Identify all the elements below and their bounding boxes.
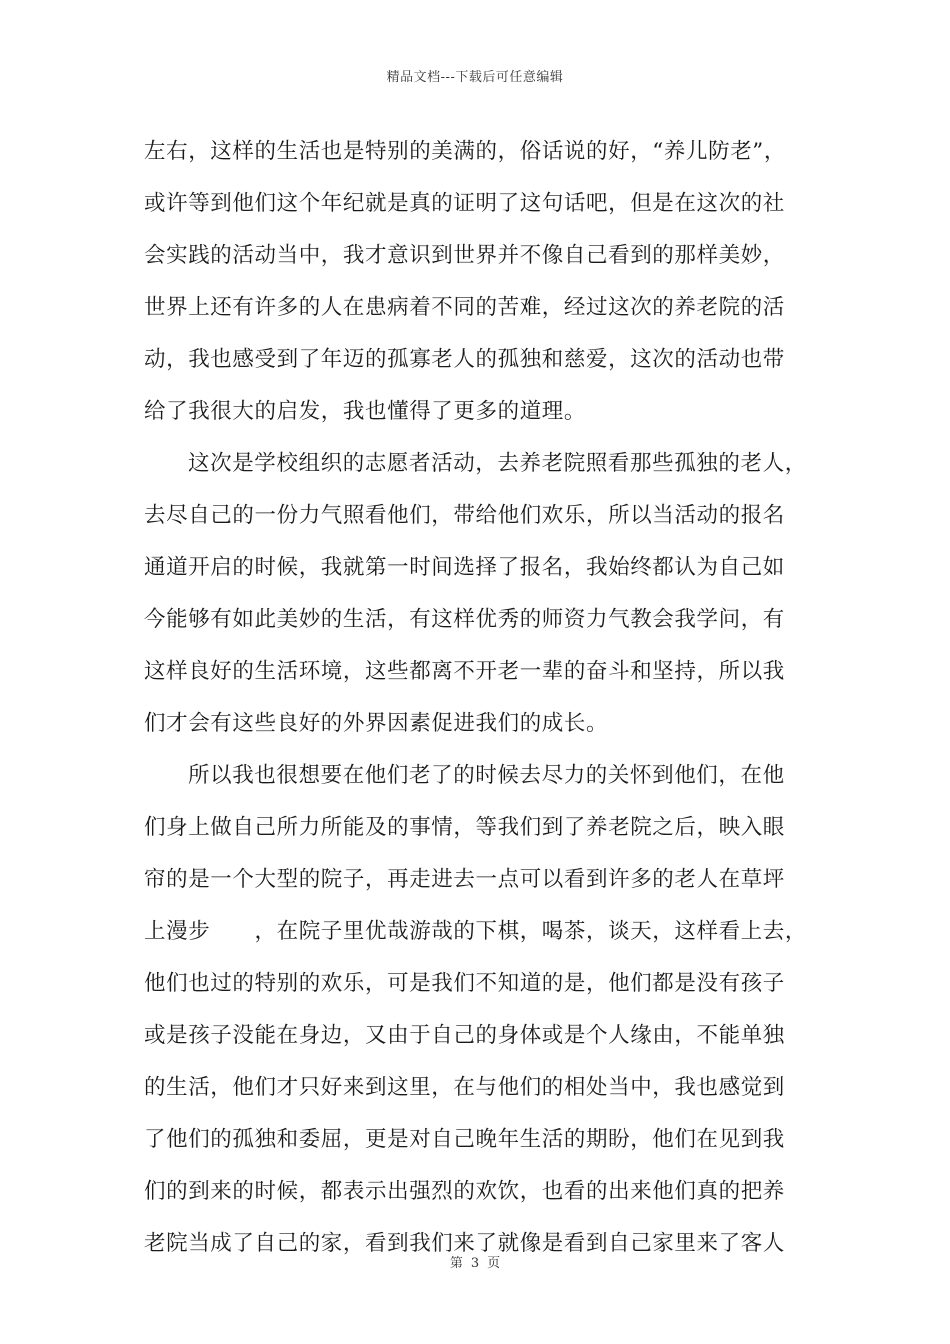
page-footer xyxy=(0,1252,950,1271)
paragraph-line: 帘的是一个大型的院子，再走进去一点可以看到许多的老人在草坪 xyxy=(144,867,785,892)
paragraph-line: 给了我很大的启发，我也懂得了更多的道理。 xyxy=(144,399,587,424)
page-number: 3 xyxy=(470,1256,480,1271)
paragraph-line: 所以我也很想要在他们老了的时候去尽力的关怀到他们，在他 xyxy=(188,763,785,788)
paragraph-line: 的生活，他们才只好来到这里，在与他们的相处当中，我也感觉到 xyxy=(144,1075,785,1100)
paragraph-line: 左右，这样的生活也是特别的美满的，俗话说的好，“养儿防老”， xyxy=(144,139,786,164)
paragraph-line: 通道开启的时候，我就第一时间选择了报名，我始终都认为自己如 xyxy=(144,555,785,580)
page-suffix: 页 xyxy=(487,1256,501,1271)
paragraph-line: 们身上做自己所力所能及的事情，等我们到了养老院之后，映入眼 xyxy=(144,815,785,840)
paragraph-line: 今能够有如此美妙的生活，有这样优秀的师资力气教会我学问，有 xyxy=(144,607,785,632)
paragraph-line: 这样良好的生活环境，这些都离不开老一辈的奋斗和坚持，所以我 xyxy=(144,659,785,684)
paragraph-line: 动，我也感受到了年迈的孤寡老人的孤独和慈爱，这次的活动也带 xyxy=(144,347,785,372)
paragraph-line: 或许等到他们这个年纪就是真的证明了这句话吧，但是在这次的社 xyxy=(144,191,785,216)
paragraph-line: 世界上还有许多的人在患病着不同的苦难，经过这次的养老院的活 xyxy=(144,295,785,320)
document-body xyxy=(144,130,830,1274)
paragraph-line: 们的到来的时候，都表示出强烈的欢饮，也看的出来他们真的把养 xyxy=(144,1179,785,1204)
paragraph-line: 或是孩子没能在身边，又由于自己的身体或是个人缘由，不能单独 xyxy=(144,1023,785,1048)
paragraph-line: 们才会有这些良好的外界因素促进我们的成长。 xyxy=(144,711,609,736)
paragraph-line: 了他们的孤独和委屈，更是对自己晚年生活的期盼，他们在见到我 xyxy=(144,1127,785,1152)
paragraph-line: 上漫步 ，在院子里优哉游哉的下棋，喝茶，谈天，这样看上去， xyxy=(144,919,808,944)
document-header: 精品文档---下载后可任意编辑 xyxy=(386,70,564,85)
page-prefix: 第 xyxy=(449,1256,463,1271)
paragraph-line: 老院当成了自己的家，看到我们来了就像是看到自己家里来了客人 xyxy=(144,1231,785,1256)
paragraph-line: 会实践的活动当中，我才意识到世界并不像自己看到的那样美妙， xyxy=(144,243,785,268)
paragraph-line: 去尽自己的一份力气照看他们，带给他们欢乐，所以当活动的报名 xyxy=(144,503,785,528)
paragraph-line: 这次是学校组织的志愿者活动，去养老院照看那些孤独的老人， xyxy=(188,451,807,476)
paragraph-line: 他们也过的特别的欢乐，可是我们不知道的是，他们都是没有孩子 xyxy=(144,971,785,996)
